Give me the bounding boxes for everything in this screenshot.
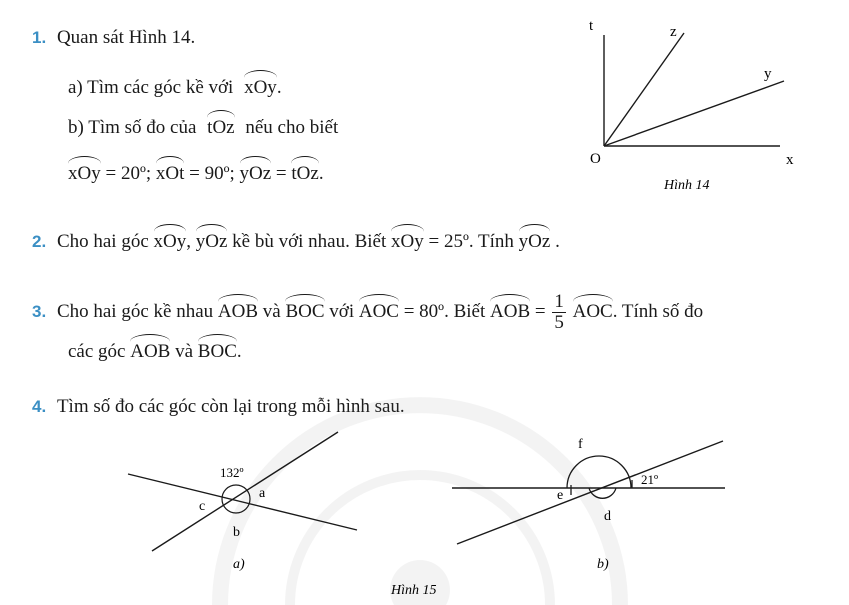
equation-value: = 90º;: [189, 163, 235, 184]
question-text: và: [262, 300, 281, 322]
question-text: = 25º. Tính: [428, 231, 514, 252]
angle-label-e: e: [557, 488, 564, 503]
angle-label-b: b: [233, 525, 240, 540]
question-text: Cho hai góc kề nhau: [56, 300, 214, 322]
angle-label-d: d: [604, 509, 611, 524]
question-number: 1.: [32, 28, 47, 47]
question-number: 2.: [32, 232, 47, 251]
angle-xOy: xOy: [244, 72, 277, 99]
punct: .: [276, 77, 282, 98]
angle-label-c: c: [199, 499, 206, 514]
angle-AOC: AOC: [359, 296, 399, 323]
punct: .: [318, 163, 324, 184]
angle-label-a: a: [259, 486, 266, 501]
angle-AOB: AOB: [130, 336, 170, 363]
label-z: z: [670, 24, 677, 40]
angle-tOz: tOz: [291, 158, 318, 185]
question-text: Quan sát Hình 14.: [56, 27, 196, 48]
figure-caption: Hình 15: [391, 583, 437, 598]
label-t: t: [589, 18, 594, 34]
angle-xOt: xOt: [156, 158, 185, 185]
angle-yOz: yOz: [240, 158, 272, 185]
question-number: 3.: [32, 301, 47, 321]
fraction-numerator: 1: [554, 291, 564, 312]
watermark-logo: [220, 405, 620, 605]
part-a-text: a) Tìm các góc kề với: [68, 77, 234, 98]
equation-value: = 20º;: [105, 163, 152, 184]
angle-value-label: 21º: [641, 472, 659, 487]
subfigure-label: b): [597, 557, 609, 572]
question-text: kề bù với nhau. Biết: [232, 231, 387, 252]
label-x: x: [786, 152, 794, 168]
angle-AOB: AOB: [490, 296, 530, 323]
label-O: O: [590, 151, 601, 167]
figure-caption: Hình 14: [664, 178, 710, 193]
angle-xOy: xOy: [391, 226, 424, 253]
angle-yOz: yOz: [519, 226, 551, 253]
question-text: = 80º. Biết: [403, 300, 486, 322]
angle-tOz: tOz: [207, 112, 234, 139]
punct: .: [555, 231, 560, 252]
equals-sign: =: [275, 163, 287, 184]
question-text: các góc: [68, 341, 126, 362]
question-text: Cho hai góc: [56, 231, 149, 252]
fraction-denominator: 5: [554, 311, 564, 333]
angle-label-f: f: [578, 437, 583, 452]
equals-sign: =: [534, 300, 546, 322]
line-b2: [457, 441, 723, 544]
angle-xOy: xOy: [154, 226, 187, 253]
angle-value-label: 132º: [220, 465, 244, 480]
figure-15a: [128, 432, 357, 572]
punct: .: [236, 341, 242, 362]
question-text: . Tính số đo: [612, 300, 704, 322]
angle-xOy: xOy: [68, 158, 101, 185]
angle-yOz: yOz: [196, 226, 228, 253]
angle-AOC: AOC: [573, 296, 613, 323]
question-text: Tìm số đo các góc còn lại trong mỗi hình sau.: [56, 396, 405, 417]
question-text: và: [175, 341, 194, 362]
question-text: với: [329, 300, 355, 322]
punct: ,: [186, 231, 191, 252]
angle-AOB: AOB: [218, 296, 258, 323]
angle-BOC: BOC: [285, 296, 324, 323]
part-b-text: b) Tìm số đo của: [68, 117, 197, 138]
subfigure-label: a): [233, 557, 245, 572]
angle-BOC: BOC: [198, 336, 237, 363]
label-y: y: [764, 66, 772, 82]
question-number: 4.: [32, 397, 47, 416]
part-b-end: nếu cho biết: [245, 117, 339, 138]
